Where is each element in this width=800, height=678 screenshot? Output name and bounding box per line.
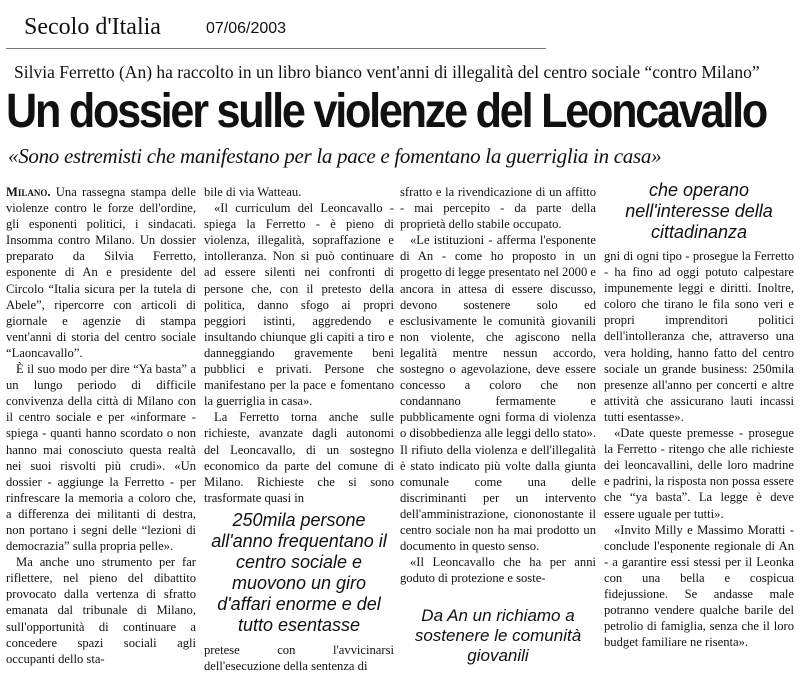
article-column-1 [6,184,196,678]
pull-quote-bottom: Da An un richiamo a sostenere le comunità giovanili [414,606,582,665]
paragraph: «Le istituzioni - afferma l'esponente di An - come ho proposto in un progetto di legge presentato nel 2000 e ancora in attesa di essere discusso, devono sostenere solo ed esclusivamente le comunità giovanili non violente, che agiscono nella legalità mentre nessun accordo, sostegno o agevolazione, deve essere concesso a coloro che non condannano fermamente e pubblicamente ogni forma di violenza o disobbedienza alle leggi dello stato». Il rifiuto della violenza e dell'illegalità è stato indicato più volte dalla giunta comunale come una delle discriminanti per un intervento dell'amministrazione, ciononostante il centro sociale non ha mai prodotto un documento in questo senso. [400,233,596,554]
paragraph: sfratto e la rivendicazione di un affitto - mai percepito - da parte della proprietà dello stabile occupato. [400,185,596,232]
paragraph: «Invito Milly e Massimo Moratti - conclude l'esponente regionale di An - a garantire essi stessi per il Leonka con una bella e cospicua fidejussione. Se andasse male potranno vendere qualche barile del petrolio di famiglia, senza che il loro budget familiare ne risenta». [604,522,794,650]
overline: Silvia Ferretto (An) ha raccolto in un libro bianco vent'anni di illegalità del centro sociale “contro Milano” [14,62,760,82]
masthead [6,8,546,49]
article-column-4 [604,248,794,678]
paragraph: gni di ogni tipo - prosegue la Ferretto - ha fino ad oggi potuto calpestare impunemente leggi e diritti. Inoltre, coloro che tirano le fila sono veri e propri imprenditori politici dell'intolleranza che, attraverso una vera holding, hanno fatto del centro sociale un grande business: 250mila presenze all'anno per concerti e altre attività che assicurano lauti incassi tutti esentasse». [604,249,794,424]
headline: Un dossier sulle violenze del Leoncavallo [6,85,767,138]
paragraph: È il suo modo per dire “Ya basta” a un lungo periodo di difficile convivenza della città di Milano con il centro sociale e per «informare - spiega - quanti hanno scordato o non hanno mai conosciuto questa realtà nei suoi risvolti più crudi». «Un dossier - aggiunge la Ferretto - per rinfrescare la memoria a coloro che, a differenza dei militanti di destra, non portano i segni delle “lezioni di democrazia” sulla propria pelle». [6,362,196,554]
paragraph: pretese con l'avvicinarsi dell'esecuzione della sentenza di [204,642,394,673]
pull-quote-top: che operano nell'interesse della cittadinanza [625,180,773,242]
paragraph: Ma anche uno strumento per far riflettere, nel pieno del dibattito provocato dalla vertenza di sfratto emanata dal tribunale di Milano, sull'opportunità di continuare a concedere spazi sociali agli occupanti dello sta- [6,555,196,666]
paragraph-text: Una rassegna stampa delle violenze contro le forze dell'ordine, gli esponenti politici, i sindacati. Insomma contro Milano. Un dossier preparato da Silvia Ferretto, esponente di An e presidente del Circolo “Italia sicura per la tutela di Abele”, ripercorre con articoli di giornale e agenzie di stampa vent'anni di storia del centro sociale “Laoncavallo”. [6,185,196,360]
newspaper-name: Secolo d'Italia [24,14,161,40]
paragraph: «Date queste premesse - prosegue la Ferretto - ritengo che alle richieste dei leoncavallini, delle loro madrine e padrini, la risposta non possa essere che “ya basta”. La legge è deve essere uguale per tutti». [604,426,794,521]
paragraph: «Il curriculum del Leoncavallo - spiega la Ferretto - è pieno di violenza, illegalità, sopraffazione e intolleranza. Non si può continuare ad essere silenti nei confronti di persone che, con il pretesto della politica, danno sfogo ai propri peggiori istinti, aggredendo e insultando chiunque gli capiti a tiro e danneggiando gravemente beni pubblici e privati. Persone che manifestano per la pace e fomentano la guerriglia in casa». [204,201,394,409]
pull-quote: 250mila persone all'anno frequentano il centro sociale e muovono un giro d'affari enorme e del tutto esentasse [211,509,387,635]
dateline: Milano. [6,185,51,199]
publication-date: 07/06/2003 [206,20,287,37]
paragraph: bile di via Watteau. [204,185,302,199]
article-column-3 [400,184,596,678]
paragraph [6,184,196,361]
paragraph: «Il Leoncavallo che ha per anni goduto di protezione e soste- [400,555,596,586]
paragraph: La Ferretto torna anche sulle richieste, avanzate dagli autonomi del Leoncavallo, di un sostegno economico da parte del comune di Milano. Richieste che si sono trasformate quasi in [204,410,394,505]
article-column-2 [204,184,394,678]
subheadline: «Sono estremisti che manifestano per la pace e fomentano la guerriglia in casa» [8,144,662,168]
